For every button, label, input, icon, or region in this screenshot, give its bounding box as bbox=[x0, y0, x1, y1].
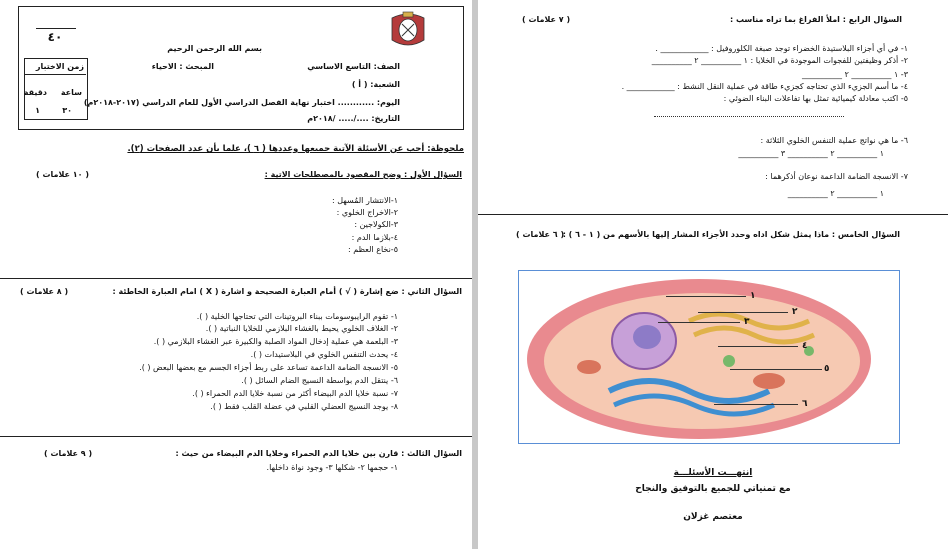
q1-item: ٢-الاخراج الخلوي : bbox=[336, 208, 398, 217]
q1-item: ٤-بلازما الدم : bbox=[351, 233, 398, 242]
q1-item: ٣-الكولاجين : bbox=[354, 220, 398, 229]
part-label-3: ٣ bbox=[744, 317, 750, 327]
section-divider bbox=[0, 436, 472, 437]
total-mark-line bbox=[36, 28, 76, 29]
q4-item-six-blanks: ١ __________ ٢ __________ ٣ __________ bbox=[738, 149, 884, 158]
q3-criteria: ١- حجمها ٢- شكلها ٣- وجود نواة داخلها. bbox=[266, 463, 398, 472]
q4-item: ٣- ١ __________ ٢ __________ bbox=[802, 70, 908, 79]
q4-item-six: ٦- ما هي نواتج عملية التنفس الخلوي الثلاثة : bbox=[760, 136, 908, 145]
end-of-questions: انتهـــت الأسئلـــة bbox=[673, 468, 753, 478]
q2-statement: ٣- البلعمة هي عملية إدخال المواد الصلبة والكبيرة عبر الغشاء البلازمي ( ). bbox=[153, 337, 398, 346]
q2-statement: ٨- يوجد النسيج العضلي القلبي في عضلة القلب فقط ( ). bbox=[210, 402, 398, 411]
time-hour-label: ساعة bbox=[60, 88, 82, 97]
pointer-line bbox=[730, 369, 822, 370]
q2-statement: ٤- يحدث التنفس الخلوي في البلاستيدات ( ). bbox=[250, 350, 398, 359]
day-field: اليوم: ............ اختبار نهاية الفصل الدراسي الأول للعام الدراسي (٢٠١٧-٢٠١٨م) bbox=[83, 98, 400, 107]
pointer-line bbox=[718, 346, 798, 347]
question-three-marks: ( ٩ علامات ) bbox=[44, 449, 93, 458]
total-mark: ٤٠ bbox=[47, 30, 63, 44]
q4-item-seven-blanks: ١ __________ ٢ __________ bbox=[787, 189, 884, 198]
question-two-title: السؤال الثاني : ضع إشارة ( √ ) أمام العبارة الصحيحة و اشارة ( X ) امام العبارة الخاطئة : bbox=[112, 287, 462, 296]
part-label-5: ٥ bbox=[824, 364, 830, 374]
pointer-line bbox=[714, 404, 798, 405]
part-label-4: ٤ bbox=[802, 341, 808, 351]
instructions-note: ملحوظة: أجب عن الأسئلة الآتية جميعها وعددها ( ٦ )، علما بأن عدد الصفحات (٢). bbox=[127, 144, 464, 154]
time-label: زمن الاختبار bbox=[35, 62, 84, 71]
question-two-marks: ( ٨ علامات ) bbox=[20, 287, 69, 296]
teacher-name: معتصم غزلان bbox=[683, 512, 743, 522]
time-box-divider bbox=[24, 74, 86, 75]
time-minute-label: دقيقة bbox=[23, 88, 47, 97]
pointer-line bbox=[658, 322, 740, 323]
q2-statement: ٦- ينتقل الدم بواسطة النسيج الضام السائل ( ). bbox=[241, 376, 398, 385]
q4-item: ٢- أذكر وظيفتين للفجوات الموجودة في الخلايا : ١ __________ ٢ __________ bbox=[651, 56, 908, 65]
time-minute-value: ٣٠ bbox=[62, 106, 72, 115]
q2-statement: ٧- نسبة خلايا الدم البيضاء أكثر من نسبة خلايا الدم الحمراء ( ). bbox=[192, 389, 398, 398]
question-one-title: السؤال الأول : وضح المقصود بالمصطلحات الاتية : bbox=[264, 170, 462, 179]
exam-page-two bbox=[478, 0, 948, 549]
question-one-marks: ( ١٠ علامات ) bbox=[36, 170, 89, 179]
pointer-line bbox=[666, 296, 746, 297]
part-label-2: ٢ bbox=[792, 307, 798, 317]
date-field: التاريخ: ..../..... /٢٠١٨م bbox=[307, 114, 400, 123]
q2-statement: ٥- الانسجة الضامة الداعمة تساعد على ربط أجزاء الجسم مع بعضها البعض ( ). bbox=[139, 363, 398, 372]
pointer-line bbox=[698, 312, 788, 313]
question-five-title: السؤال الخامس : ماذا يمثل شكل اداه وحدد الأجزاء المشار إليها بالأسهم من ( ١ - ٦ ) : bbox=[562, 230, 900, 239]
q4-item: ٤- ما أسم الجزيء الذي تحتاجه كجزيء طاقة في عملية النقل النشط : ____________ . bbox=[621, 82, 908, 91]
question-three-title: السؤال الثالث : قارن بين خلايا الدم الحمراء وخلايا الدم البيضاء من حيث : bbox=[175, 449, 462, 458]
section-field: الشعبة: ( أ ) bbox=[351, 80, 400, 89]
section-divider bbox=[478, 214, 948, 215]
q4-item: ١- في أي أجزاء البلاستيدة الخضراء توجد صبغة الكلوروفيل : ____________ . bbox=[655, 44, 908, 53]
q1-item: ٥-نخاع العظم : bbox=[348, 245, 398, 254]
q2-statement: ١- تقوم الرايبوسومات ببناء البروتينات التي تحتاجها الخلية ( ). bbox=[196, 312, 398, 321]
q2-statement: ٢- الغلاف الخلوي يحيط بالغشاء البلازمي للخلايا النباتية ( ). bbox=[205, 324, 398, 333]
exam-page-one bbox=[0, 0, 472, 549]
q4-item-seven: ٧- الانسجة الضامة الداعمة نوعان أذكرهما : bbox=[765, 172, 908, 181]
question-four-marks: ( ٧ علامات ) bbox=[522, 15, 571, 24]
question-five-marks: ( ٦ علامات ) bbox=[516, 230, 565, 239]
time-hour-value: ١ bbox=[35, 106, 40, 115]
part-label-1: ١ bbox=[750, 291, 756, 301]
q4-item: ٥- اكتب معادلة كيميائية تمثل بها تفاعلات البناء الضوئي : bbox=[723, 94, 908, 103]
section-divider bbox=[0, 278, 472, 279]
basmala: بسم الله الرحمن الرحيم bbox=[167, 44, 262, 53]
answer-line bbox=[654, 116, 844, 117]
jordan-emblem-icon bbox=[384, 10, 432, 50]
subject-field: المبحث : الاحياء bbox=[151, 62, 214, 71]
question-four-title: السؤال الرابع : املأ الفراغ بما تراه مناسب : bbox=[729, 15, 902, 24]
part-label-6: ٦ bbox=[802, 399, 808, 409]
grade-field: الصف: التاسع الاساسي bbox=[307, 62, 400, 71]
q1-item: ١-الانتشار المُسهل : bbox=[332, 196, 398, 205]
closing-wishes: مع تمنياتي للجميع بالتوفيق والنجاح bbox=[635, 484, 791, 494]
